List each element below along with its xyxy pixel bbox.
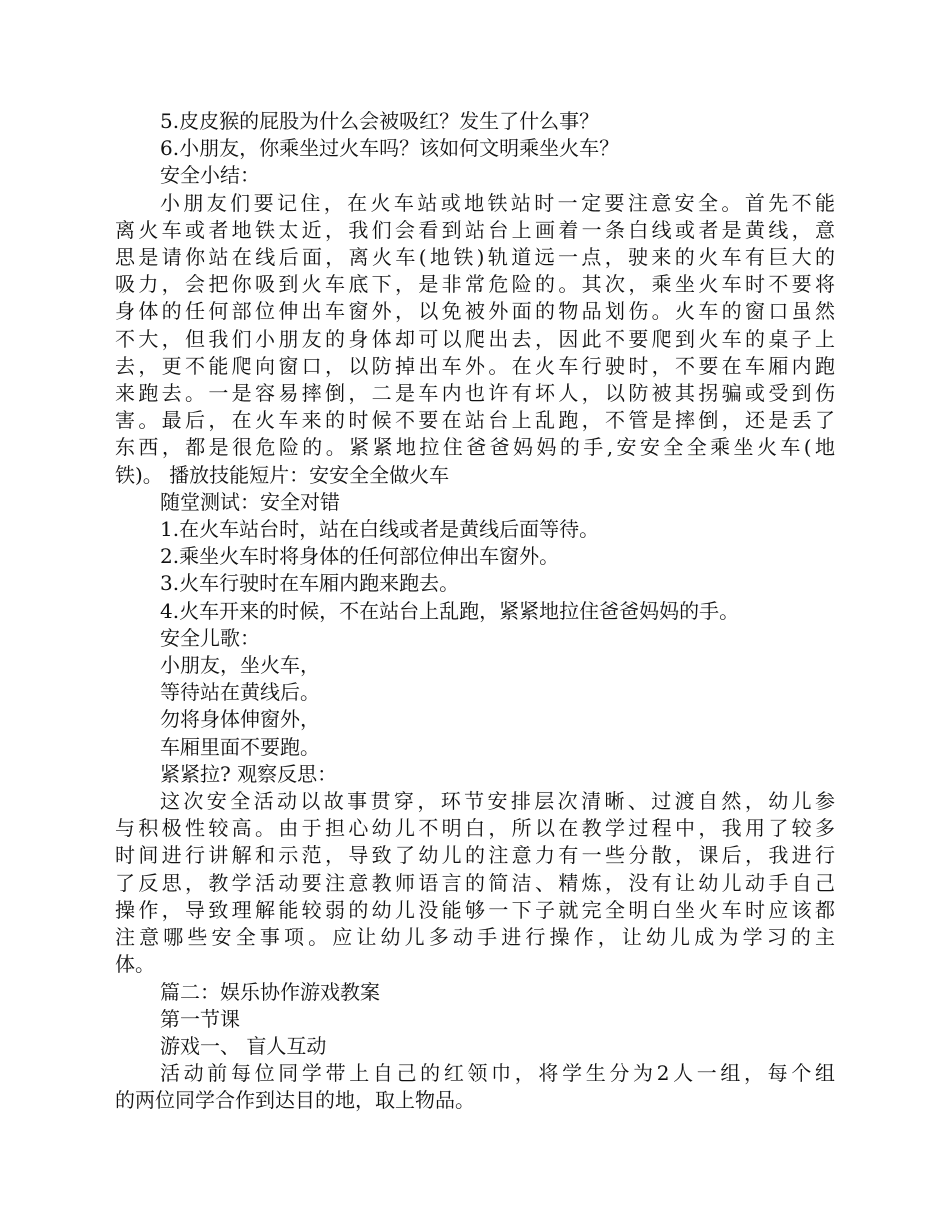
activity-paragraph <box>115 1060 835 1114</box>
quiz-item: 3.火车行驶时在车厢内跑来跑去。 <box>160 571 460 596</box>
reflection-line: 与积极性较高。由于担心幼儿不明白，所以在教学过程中，我用了较多 <box>115 816 835 841</box>
song-line: 小朋友，坐火车， <box>160 653 320 678</box>
summary-line: 小朋友们要记住，在火车站或地铁站时一定要注意安全。首先不能 <box>160 190 835 215</box>
reflection-line: 注意哪些安全事项。应让幼儿多动手进行操作，让幼儿成为学习的主 <box>115 925 835 950</box>
summary-line: 东西，都是很危险的。紧紧地拉住爸爸妈妈的手,安安全全乘坐火车(地 <box>115 435 835 460</box>
question-6: 6.小朋友，你乘坐过火车吗？该如何文明乘坐火车？ <box>160 136 620 161</box>
reflection-line: 这次安全活动以故事贯穿，环节安排层次清晰、过渡自然，幼儿参 <box>160 789 835 814</box>
summary-line: 离火车或者地铁太近，我们会看到站台上画着一条白线或者是黄线，意 <box>115 217 835 242</box>
summary-line: 铁)。 播放技能短片：安安全全做火车 <box>115 462 450 487</box>
reflection-line: 操作，导致理解能较弱的幼儿没能够一下子就完全明白坐火车时应该都 <box>115 897 835 922</box>
quiz-heading: 随堂测试：安全对错 <box>160 489 340 514</box>
document-page <box>115 108 835 1115</box>
game-one-heading: 游戏一、 盲人互动 <box>160 1033 327 1058</box>
question-5: 5.皮皮猴的屁股为什么会被吸红？发生了什么事？ <box>160 109 600 133</box>
activity-line: 活动前每位同学带上自己的红领巾，将学生分为2人一组，每个组 <box>160 1061 835 1086</box>
activity-line: 的两位同学合作到达目的地，取上物品。 <box>115 1088 475 1113</box>
song-line: 等待站在黄线后。 <box>160 680 320 705</box>
quiz-item: 1.在火车站台时，站在白线或者是黄线后面等待。 <box>160 517 600 542</box>
summary-line: 去，更不能爬向窗口，以防掉出车外。在火车行驶时，不要在车厢内跑 <box>115 353 835 378</box>
reflection-line: 体。 <box>115 952 155 977</box>
summary-line: 身体的任何部位伸出车窗外，以免被外面的物品划伤。火车的窗口虽然 <box>115 299 835 324</box>
part-two-title: 篇二：娱乐协作游戏教案 <box>160 979 380 1004</box>
song-heading: 安全儿歌： <box>160 625 260 650</box>
quiz-item: 4.火车开来的时候，不在站台上乱跑，紧紧地拉住爸爸妈妈的手。 <box>160 598 740 623</box>
reflection-line: 时间进行讲解和示范，导致了幼儿的注意力有一些分散，课后，我进行 <box>115 843 835 868</box>
summary-line: 害。最后，在火车来的时候不要在站台上乱跑，不管是摔倒，还是丢了 <box>115 408 835 433</box>
summary-heading: 安全小结： <box>160 163 260 188</box>
song-line: 勿将身体伸窗外， <box>160 707 320 732</box>
song-line: 紧紧拉? 观察反思： <box>160 761 338 786</box>
song-line: 车厢里面不要跑。 <box>160 734 320 759</box>
summary-line: 来跑去。一是容易摔倒，二是车内也许有坏人，以防被其拐骗或受到伤 <box>115 381 835 406</box>
quiz-item: 2.乘坐火车时将身体的任何部位伸出车窗外。 <box>160 544 560 569</box>
reflection-line: 了反思，教学活动要注意教师语言的简洁、精炼，没有让幼儿动手自己 <box>115 870 835 895</box>
safety-summary-paragraph <box>115 190 835 489</box>
reflection-paragraph <box>115 788 835 978</box>
summary-line: 不大，但我们小朋友的身体却可以爬出去，因此不要爬到火车的桌子上 <box>115 326 835 351</box>
summary-line: 吸力，会把你吸到火车底下，是非常危险的。其次，乘坐火车时不要将 <box>115 272 835 297</box>
summary-line: 思是请你站在线后面，离火车(地铁)轨道远一点，驶来的火车有巨大的 <box>115 245 835 270</box>
lesson-one-heading: 第一节课 <box>160 1006 240 1031</box>
